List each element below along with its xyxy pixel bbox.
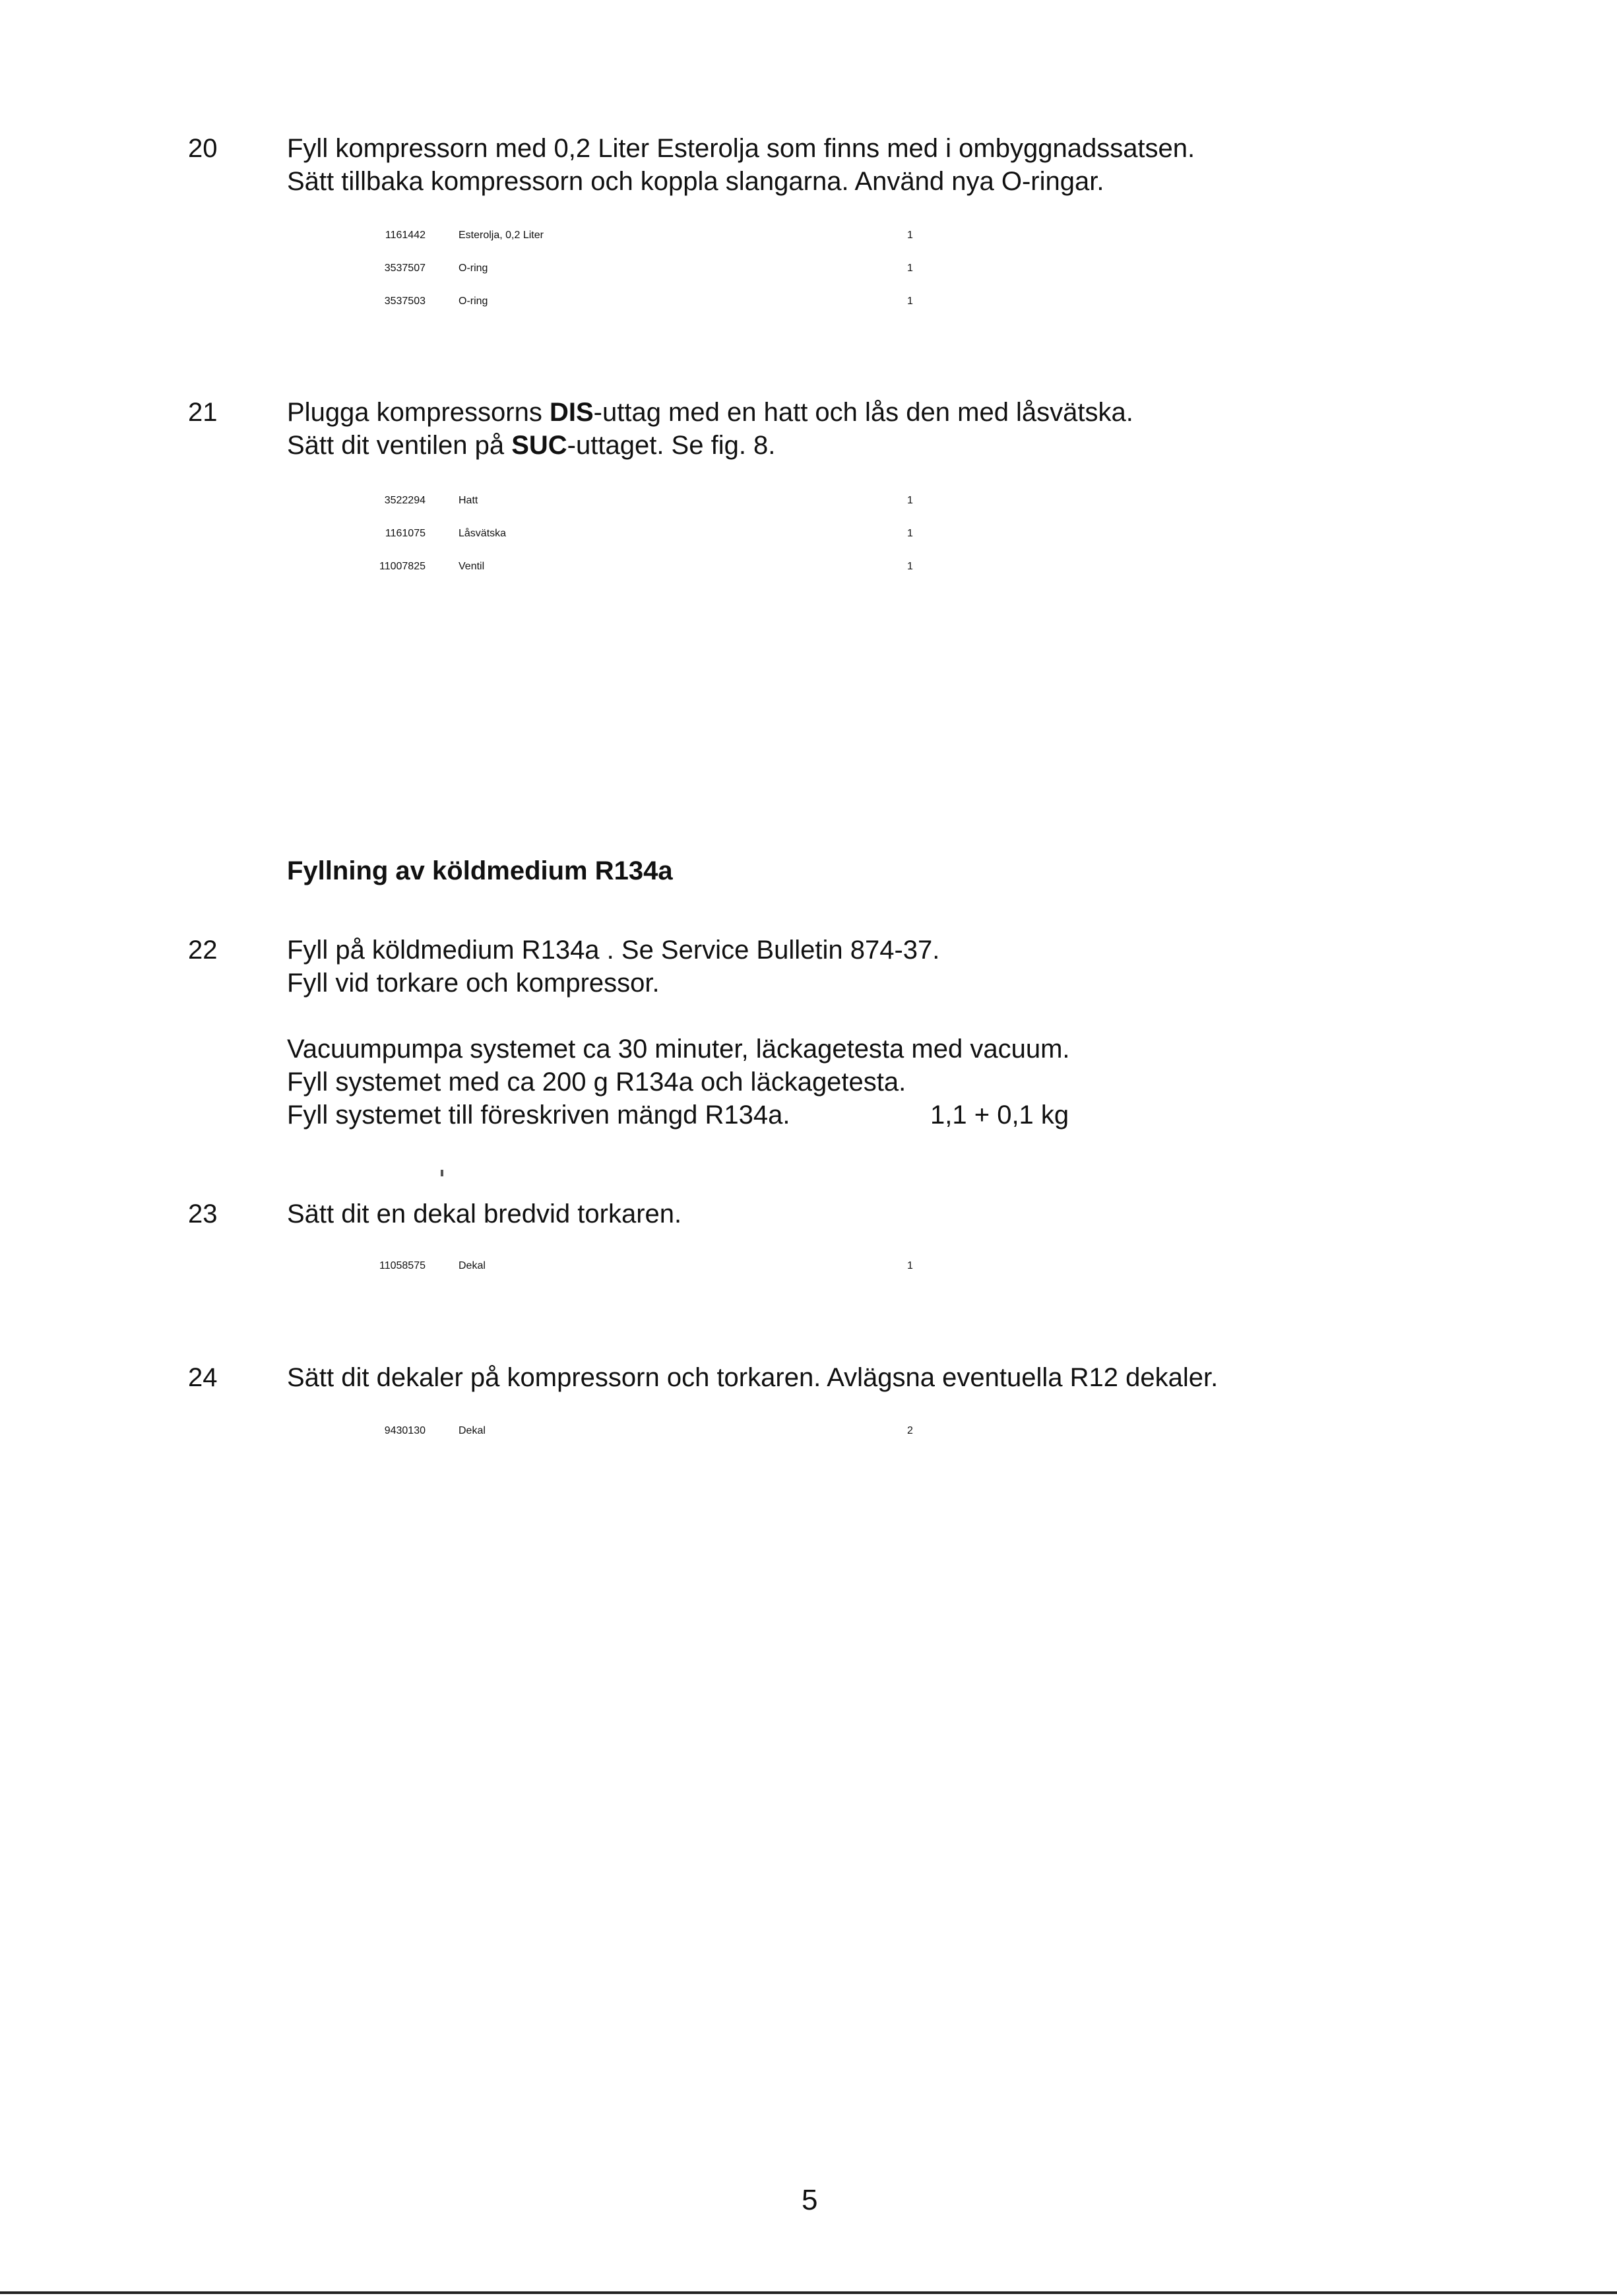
instruction-line xyxy=(287,1099,1070,1132)
scan-speck xyxy=(441,1170,443,1176)
step-number: 22 xyxy=(188,936,218,965)
step-number: 20 xyxy=(188,134,218,163)
part-description: Hatt xyxy=(459,495,478,506)
part-row xyxy=(261,561,1052,594)
part-quantity: 1 xyxy=(907,528,913,539)
step-instructions xyxy=(287,934,939,1000)
part-description: Ventil xyxy=(459,561,485,572)
part-description: O-ring xyxy=(459,296,488,307)
part-quantity: 1 xyxy=(907,296,913,307)
text-run: -uttaget. Se fig. 8. xyxy=(567,431,776,460)
step-instructions xyxy=(287,132,1195,198)
bold-term: DIS xyxy=(549,398,594,427)
step-instructions xyxy=(287,1197,682,1230)
instruction-line: Fyll vid torkare och kompressor. xyxy=(287,969,660,998)
instruction-line: Vacuumpumpa systemet ca 30 minuter, läckagetesta med vacuum. xyxy=(287,1035,1070,1064)
section-heading: Fyllning av köldmedium R134a xyxy=(287,856,673,885)
part-description: Dekal xyxy=(459,1425,486,1436)
part-description: Låsvätska xyxy=(459,528,507,539)
part-row xyxy=(261,296,1052,329)
part-row xyxy=(261,528,1052,561)
part-row xyxy=(261,230,1052,263)
part-number: 3522294 xyxy=(384,495,426,506)
step-instructions xyxy=(287,396,1133,462)
part-row xyxy=(261,1260,1052,1293)
part-description: Dekal xyxy=(459,1260,486,1271)
part-quantity: 1 xyxy=(907,1260,913,1271)
text-run: Plugga kompressorns xyxy=(287,398,550,427)
step-instructions xyxy=(287,1361,1218,1394)
page-number: 5 xyxy=(802,2184,818,2216)
parts-list xyxy=(261,1425,1052,1458)
part-number: 11058575 xyxy=(379,1260,426,1271)
part-quantity: 1 xyxy=(907,230,913,241)
bottom-rule xyxy=(0,2291,1617,2294)
part-quantity: 1 xyxy=(907,561,913,572)
part-number: 11007825 xyxy=(379,561,426,572)
text-run: -uttag med en hatt och lås den med låsvätska. xyxy=(593,398,1133,427)
text-run: Fyll systemet till föreskriven mängd R134a. xyxy=(287,1100,790,1130)
part-row xyxy=(261,263,1052,296)
part-quantity: 2 xyxy=(907,1425,913,1436)
bold-term: SUC xyxy=(511,431,567,460)
instruction-line xyxy=(287,429,1133,462)
fill-amount: 1,1 + 0,1 kg xyxy=(930,1100,1069,1130)
part-quantity: 1 xyxy=(907,495,913,506)
instruction-line: Fyll systemet med ca 200 g R134a och läckagetesta. xyxy=(287,1068,906,1097)
step-number: 24 xyxy=(188,1363,218,1392)
parts-list xyxy=(261,1260,1052,1293)
parts-list xyxy=(261,495,1052,594)
part-number: 3537503 xyxy=(384,296,426,307)
step-number: 21 xyxy=(188,398,218,427)
part-number: 1161442 xyxy=(385,230,426,241)
instruction-line: Fyll kompressorn med 0,2 Liter Esterolja som finns med i ombyggnadssatsen. xyxy=(287,134,1195,163)
part-number: 3537507 xyxy=(384,263,426,274)
instruction-line: Fyll på köldmedium R134a . Se Service Bulletin 874-37. xyxy=(287,936,940,965)
part-number: 9430130 xyxy=(384,1425,426,1436)
part-quantity: 1 xyxy=(907,263,913,274)
instruction-line: Sätt dit dekaler på kompressorn och torkaren. Avlägsna eventuella R12 dekaler. xyxy=(287,1363,1219,1392)
step-number: 23 xyxy=(188,1199,218,1228)
part-row xyxy=(261,495,1052,528)
text-run: Sätt dit ventilen på xyxy=(287,431,512,460)
instruction-line: Sätt dit en dekal bredvid torkaren. xyxy=(287,1199,682,1228)
step-instructions xyxy=(287,1033,1070,1132)
parts-list xyxy=(261,230,1052,329)
part-row xyxy=(261,1425,1052,1458)
part-number: 1161075 xyxy=(385,528,426,539)
part-description: Esterolja, 0,2 Liter xyxy=(459,230,544,241)
part-description: O-ring xyxy=(459,263,488,274)
instruction-line: Sätt tillbaka kompressorn och koppla slangarna. Använd nya O-ringar. xyxy=(287,167,1104,196)
instruction-line xyxy=(287,396,1133,429)
